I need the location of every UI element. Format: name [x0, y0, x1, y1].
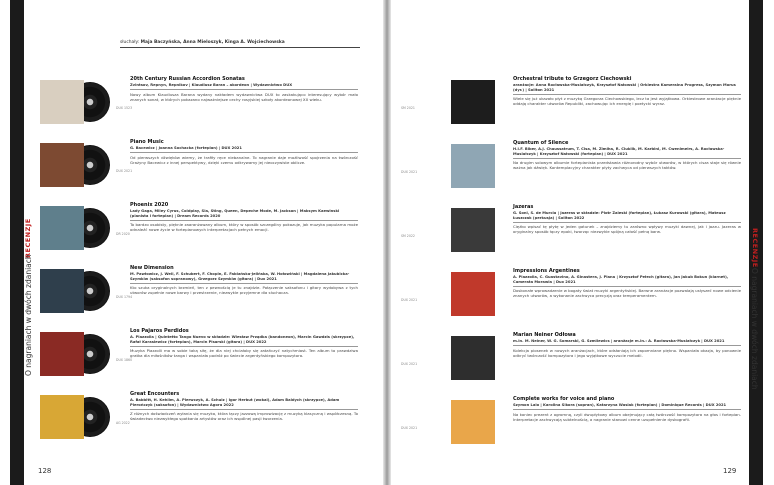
review-body [513, 76, 741, 106]
review-body [130, 139, 358, 165]
review-body [130, 391, 358, 421]
review-body [130, 328, 358, 358]
album-credits: M. Pawłowicz, J. Weil, F. Schubert, F. Chopin, E. Fabiańska-Jelińska, W. Hołowiński | Magdalena Jakubicka-Szymkiw (saksofon sopranowy), Grzegorz Szymkiw (gitara) | Dux 2021 [130, 272, 350, 281]
right-page-number: 129 [723, 467, 737, 475]
catalog-tag: DUX 1523 [116, 106, 133, 110]
album-credits: A. Piazzolla | Quintetto Tango Nuevo w składzie: Wiesław Prządka (bandoneon), Marcin Gawdzis (skrzypce), Rafał Karasiewicz (fortepian), Marcin Pisarski (gitara) | DUX 2022 [130, 335, 355, 344]
catalog-tag: DUX 1860 [116, 358, 133, 362]
review-entry [397, 140, 741, 198]
catalog-tag: DUX 2021 [401, 170, 418, 174]
album-title: Piano Music [130, 139, 164, 145]
album-cover [451, 336, 495, 380]
review-entry [397, 396, 741, 454]
divider [513, 94, 741, 95]
right-page [391, 0, 774, 485]
album-cover [451, 80, 495, 124]
catalog-tag: AG 2022 [116, 421, 130, 425]
review-body [513, 332, 741, 358]
divider [130, 409, 358, 410]
review-body [130, 202, 358, 232]
review-text: Na drugim solowym albumie fortepianista przedstawia różnorodny wybór utworów, w których cisza staje się równie ważna jak dźwięk. Kontemplacyjny charakter płyty zachwyca od pierwszych taktów. [513, 160, 741, 171]
credits-names: Maja Baczyńska, Anna Mieloszyk, Kinga A. Wojciechowska [140, 40, 285, 45]
album-title: 20th Century Russian Accordion Sonatas [130, 76, 245, 82]
catalog-tag: SM 2021 [401, 106, 415, 110]
review-text: Wiele się już ukazało płyt z muzyką Grzegorza Ciechowskiego, lecz ta jest wyjątkowa. Orkiestrowe aranżacje pięknie oddają charakter utworów Republiki, zachowując ich energię i poetycki wyraz. [513, 96, 741, 107]
album-cover [451, 400, 495, 444]
review-body [513, 268, 741, 298]
album-title: Marian Neiner Odłowa [513, 332, 576, 338]
album-cover [40, 143, 84, 187]
section-label-left: RECENZJE [24, 218, 32, 258]
review-text: Z różnych doświadczeń wyłania się muzyka, która łączy jazzową improwizację z muzyką klasyczną i współczesną. To świadectwo niezwykłego spotkania artystów oraz ich wspólnej pasji tworzenia. [130, 411, 358, 422]
review-entry [397, 76, 741, 134]
divider [130, 89, 358, 90]
review-text: Kto szuka oryginalnych brzmień, ten z pewnością je tu znajdzie. Połączenie saksofonu i gitary wydobywa z tych utworów zupełnie nowe barwy i przestrzenie, niezwykle przyjemne dla słuchacza. [130, 285, 358, 296]
review-text: Nowy album Klaudiusza Barana wydany nakładem wydawnictwa DUX to zaskakująco interesujący wybór mało znanych sonat, w których pokazano najważniejsze cechy rosyjskiej szkoły akordeonowej XX wieku. [130, 91, 358, 102]
album-title: Los Pajaros Perdidos [130, 328, 189, 334]
catalog-tag: DR 2020 [116, 232, 130, 236]
divider [513, 158, 741, 159]
album-cover [40, 206, 84, 250]
catalog-tag: DUX 2021 [116, 169, 133, 173]
catalog-tag: DUX 2021 [401, 426, 418, 430]
catalog-tag: SM 2022 [401, 234, 415, 238]
review-text: Od pierwszych dźwięków wiemy, że trafiły ręce niebanalne. To nagranie daje możliwość spojrzenia na twórczość Grażyny Bacewicz z innej perspektywy, dzięki czemu odkrywamy jej nieoczywiste oblicze. [130, 154, 358, 165]
album-title: Orchestral tribute to Grzegorz Ciechowski [513, 76, 632, 82]
review-text: Ciężko wpisać tę płytę w jeden gatunek – znajdziemy tu zarówno wpływy muzyki dawnej, jak i jazzu. Jazeras w oryginalny sposób łączy epoki, tworząc niezwykle spójną całość pełną barw. [513, 224, 741, 235]
left-page [0, 0, 383, 485]
review-entry [40, 391, 380, 449]
left-black-band [10, 0, 24, 485]
review-body [513, 140, 741, 170]
running-title-left: O nagraniach w dwóch zdaniach [24, 254, 33, 376]
review-body [130, 265, 358, 295]
album-cover [40, 269, 84, 313]
review-entry [397, 268, 741, 326]
album-credits: G. Bacewicz | Joanna Sochacka (fortepian) | DUX 2021 [130, 146, 242, 150]
review-body [513, 204, 741, 234]
album-cover [40, 332, 84, 376]
album-credits: Szymon Lalo | Karolina Sikora (sopran), Katarzyna Wasiak (fortepian) | Dominique Records | DUX 2021 [513, 403, 727, 407]
album-credits: m.in. M. Neiner, W. G. Somarski, G. Szmilewics | aranżacje m.in.: A. Rocławska-Musiałczyk | DUX 2021 [513, 339, 725, 343]
section-label-right: RECENZJE [751, 228, 759, 268]
album-credits: Zvintsov, Repnyn, Repnikov | Klaudiusz Baran – akordeon | Wydawnictwo DUX [130, 83, 293, 87]
catalog-tag: DUX 2021 [401, 362, 418, 366]
album-title: Impressions Argentines [513, 268, 580, 274]
review-text: Kolekcja piosenek w nowych aranżacjach, które odsłaniają ich zapomniane piękno. Wspaniała okazja, by ponownie odkryć twórczość kompozytora i jego wyjątkowe wyczucie melodii. [513, 347, 741, 358]
credits-line [120, 40, 360, 48]
album-title: Phoenix 2020 [130, 202, 169, 208]
album-cover [451, 272, 495, 316]
album-credits: A. Piazzolla, C. Guastavino, A. Ginastera, J. Piana | Krzysztof Pełech (gitara), Jan Jakub Bokun (klarnet), Camerata Morawia | Dux 2021 [513, 275, 729, 284]
review-body [130, 76, 358, 102]
review-body [513, 396, 741, 422]
album-credits: Lady Gaga, Miley Cyrus, Coldplay, Sia, Sting, Queen, Depeche Mode, M. Jackson | Maksym Kaewinski (pianista i fortepian) | Dream Records 2020 [130, 209, 340, 218]
album-title: Quantum of Silence [513, 140, 569, 146]
album-cover [40, 395, 84, 439]
review-text: Muzyka Piazzolli ma w sobie taką siłę, że dla niej chciałoby się zatańczyć natychmiast. Ten album to prawdziwa gratka dla miłośników tanga i wspaniała podróż po świecie argentyńskiego kompozytora. [130, 348, 358, 359]
review-text: Na koniec prezent z ogromną, czyli dwupłytowy album obejmujący całą twórczość kompozytora na głos i fortepian. Interpretacje zachwycają subtelnością, a nagranie stanowi cenne uzupełnienie dyskografii. [513, 411, 741, 422]
album-title: New Dimension [130, 265, 174, 271]
credits-prefix: słuchały: [120, 40, 140, 45]
review-entry [397, 332, 741, 390]
divider [513, 286, 741, 287]
divider [513, 345, 741, 346]
album-cover [451, 208, 495, 252]
catalog-tag: DUX 2021 [401, 298, 418, 302]
left-page-number: 128 [38, 467, 52, 475]
divider [513, 222, 741, 223]
album-title: Complete works for voice and piano [513, 396, 615, 402]
divider [513, 409, 741, 410]
review-entry [40, 328, 380, 386]
album-cover [451, 144, 495, 188]
divider [130, 152, 358, 153]
divider [130, 283, 358, 284]
book-gutter [383, 0, 391, 485]
album-title: Jazeras [513, 204, 534, 210]
review-entry [397, 204, 741, 262]
running-title-right: O nagraniach w dwóch zdaniach [750, 268, 759, 390]
divider [130, 220, 358, 221]
divider [130, 346, 358, 347]
album-credits: A. Babbitt, H. Kehlim, A. Pierwczyk, A. Schulz | Igor Herbut (wokal), Adam Baldych (skrzypce), Adam Pierończyk (saksofon) | Wydawnictwo Agora 2022 [130, 398, 340, 407]
album-credits: H.I.F. Biber, A.J. Chaussatrum, T. Cisa, M. Zimiha, R. Ciuklik, M. Karbini, M. Cwenimeirs, A. Rocławska-Musiałczyk | Krzysztof Nałowski (fortepian) | DUX 2021 [513, 147, 725, 156]
album-cover [40, 80, 84, 124]
review-entry [40, 76, 380, 134]
review-entry [40, 265, 380, 323]
album-credits: G. Soni, S. de Murcia | Jazeras w składzie: Piotr Zaleski (fortepian), Łukasz Kurowski (gitara), Mateusz Łuszczak (perkusja) | Soliton 2022 [513, 211, 726, 220]
album-title: Great Encounters [130, 391, 180, 397]
review-text: To bardzo osobisty, pięknie zaaranżowany album, który w sposób szczególny pokazuje, jak muzyka popularna może odnaleźć nowe życie w fortepianowych interpretacjach pełnych emocji. [130, 222, 358, 233]
review-text: Doskonałe wprowadzenie w bogaty świat muzyki argentyńskiej. Barwne aranżacje pozwalają usłyszeć nowe odcienie znanych utworów, a wykonanie zachwyca precyzją oraz temperamentem. [513, 288, 741, 299]
album-credits: aranżacje: Anna Rocławska-Musiałczyk, Krzysztof Nałowski | Orkiestra Kameralna Progress, Szymon Morus (dyr.) | Soliton 2021 [513, 83, 736, 92]
review-entry [40, 139, 380, 197]
review-entry [40, 202, 380, 260]
catalog-tag: DUX 1794 [116, 295, 133, 299]
